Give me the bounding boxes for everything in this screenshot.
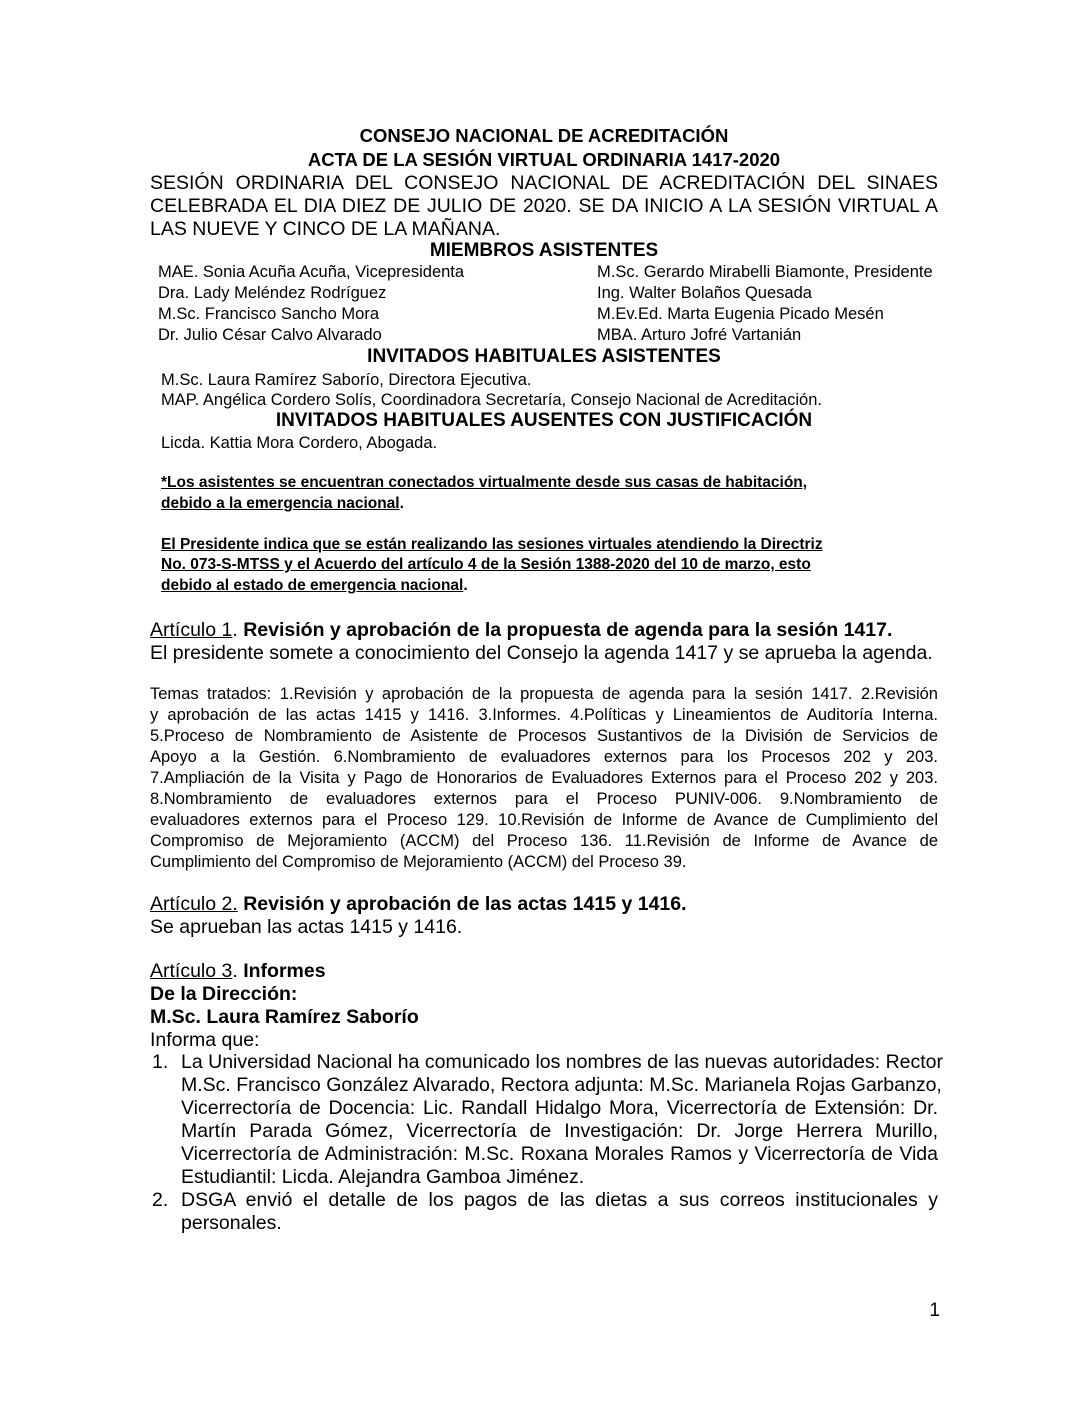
members-heading: MIEMBROS ASISTENTES — [429, 240, 659, 261]
document-title: CONSEJO NACIONAL DE ACREDITACIÓN — [359, 125, 729, 146]
article-1-body: El presidente somete a conocimiento del Consejo la agenda 1417 y se aprueba la agenda. — [150, 642, 933, 664]
notice-line-period: . — [399, 495, 404, 512]
article-3-heading — [150, 960, 326, 982]
member-right: M.Sc. Gerardo Mirabelli Biamonte, Presidente — [597, 263, 933, 281]
member-left: Dr. Julio César Calvo Alvarado — [158, 326, 382, 344]
article-3-informs: Informa que: — [150, 1029, 260, 1051]
article-1-label: Artículo 1 — [150, 619, 233, 641]
notice-line: *Los asistentes se encuentran conectados virtualmente desde sus casas de habitación, — [161, 474, 808, 491]
article-1-sep: . — [232, 619, 244, 641]
article-1-title: Revisión y aprobación de la propuesta de agenda para la sesión 1417. — [243, 619, 893, 641]
member-left: MAE. Sonia Acuña Acuña, Vicepresidenta — [158, 263, 465, 281]
topics-line: y aprobación de las actas 1415 y 1416. 3.Informes. 4.Políticas y Lineamientos de Auditoría Interna. — [150, 706, 938, 724]
list-item-number: 2. — [152, 1189, 169, 1211]
guest-item: M.Sc. Laura Ramírez Saborío, Directora Ejecutiva. — [161, 371, 532, 389]
notice-line — [161, 495, 404, 513]
intro-line: SESIÓN ORDINARIA DEL CONSEJO NACIONAL DE ACREDITACIÓN DEL SINAES — [150, 172, 938, 194]
article-3-title: Informes — [243, 960, 326, 982]
topics-line: 5.Proceso de Nombramiento de Asistente de Procesos Sustantivos de la División de Servicios de — [150, 727, 938, 745]
list-item-line: M.Sc. Francisco González Alvarado, Rectora adjunta: M.Sc. Marianela Rojas Garbanzo, — [181, 1074, 942, 1096]
article-1-heading — [150, 619, 892, 641]
intro-line: CELEBRADA EL DIA DIEZ DE JULIO DE 2020. SE DA INICIO A LA SESIÓN VIRTUAL A — [150, 195, 938, 217]
page-number: 1 — [929, 1300, 940, 1321]
topics-line: 8.Nombramiento de evaluadores externos para el Proceso PUNIV-006. 9.Nombramiento de — [150, 790, 938, 808]
article-3-person: M.Sc. Laura Ramírez Saborío — [150, 1006, 419, 1028]
list-item-line: personales. — [181, 1212, 282, 1234]
member-right: Ing. Walter Bolaños Quesada — [597, 284, 812, 302]
notice-line: No. 073-S-MTSS y el Acuerdo del artículo 4 de la Sesión 1388-2020 del 10 de marzo, esto — [161, 556, 811, 573]
topics-line: Cumplimiento del Compromiso de Mejoramiento (ACCM) del Proceso 39. — [150, 853, 687, 871]
list-item-line: Martín Parada Gómez, Vicerrectoría de Investigación: Dr. Jorge Herrera Murillo, — [181, 1120, 938, 1142]
intro-line: LAS NUEVE Y CINCO DE LA MAÑANA. — [150, 218, 501, 240]
list-item-line: La Universidad Nacional ha comunicado los nombres de las nuevas autoridades: Rector — [181, 1051, 944, 1073]
document-subtitle: ACTA DE LA SESIÓN VIRTUAL ORDINARIA 1417-2020 — [307, 149, 781, 170]
article-2-title: Revisión y aprobación de las actas 1415 y 1416. — [237, 893, 687, 915]
guest-item: MAP. Angélica Cordero Solís, Coordinadora Secretaría, Consejo Nacional de Acreditación. — [161, 391, 822, 409]
member-left: Dra. Lady Meléndez Rodríguez — [158, 284, 387, 302]
list-item-line: Vicerrectoría de Administración: M.Sc. Roxana Morales Ramos y Vicerrectoría de Vida — [181, 1143, 938, 1165]
topics-line: Apoyo a la Gestión. 6.Nombramiento de evaluadores externos para los Procesos 202 y 203. — [150, 748, 938, 766]
guests-heading: INVITADOS HABITUALES ASISTENTES — [367, 346, 721, 367]
article-2-heading — [150, 893, 687, 915]
topics-line: evaluadores externos para el Proceso 129. 10.Revisión de Informe de Avance de Cumplimiento del — [150, 811, 938, 829]
member-right: MBA. Arturo Jofré Vartanián — [597, 326, 802, 344]
notice-line — [161, 577, 468, 595]
member-left: M.Sc. Francisco Sancho Mora — [158, 305, 379, 323]
topics-line: Compromiso de Mejoramiento (ACCM) del Proceso 136. 11.Revisión de Informe de Avance de — [150, 832, 938, 850]
article-3-label: Artículo 3 — [150, 960, 233, 982]
article-2-label: Artículo 2. — [150, 893, 238, 915]
member-right: M.Ev.Ed. Marta Eugenia Picado Mesén — [597, 305, 884, 323]
list-item-line: DSGA envió el detalle de los pagos de las dietas a sus correos institucionales y — [181, 1189, 938, 1211]
topics-line: Temas tratados: 1.Revisión y aprobación de la propuesta de agenda para la sesión 1417. 2.Revisión — [150, 685, 938, 703]
notice-line-period: . — [463, 577, 468, 594]
absent-heading: INVITADOS HABITUALES AUSENTES CON JUSTIFICACIÓN — [275, 410, 813, 431]
article-3-from: De la Dirección: — [150, 983, 298, 1005]
list-item-line: Estudiantil: Licda. Alejandra Gamboa Jiménez. — [181, 1166, 585, 1188]
notice-line-underlined: debido a la emergencia nacional — [161, 495, 400, 512]
notice-line: El Presidente indica que se están realizando las sesiones virtuales atendiendo la Directriz — [161, 536, 823, 553]
list-item-line: Vicerrectoría de Docencia: Lic. Randall Hidalgo Mora, Vicerrectoría de Extensión: Dr. — [181, 1097, 938, 1119]
list-item-number: 1. — [152, 1051, 169, 1073]
article-3-sep: . — [232, 960, 244, 982]
topics-line: 7.Ampliación de la Visita y Pago de Honorarios de Evaluadores Externos para el Proceso 202 y 203. — [150, 769, 938, 787]
article-2-body: Se aprueban las actas 1415 y 1416. — [150, 916, 463, 938]
absent-item: Licda. Kattia Mora Cordero, Abogada. — [161, 434, 438, 452]
notice-line-underlined: debido al estado de emergencia nacional — [161, 577, 464, 594]
